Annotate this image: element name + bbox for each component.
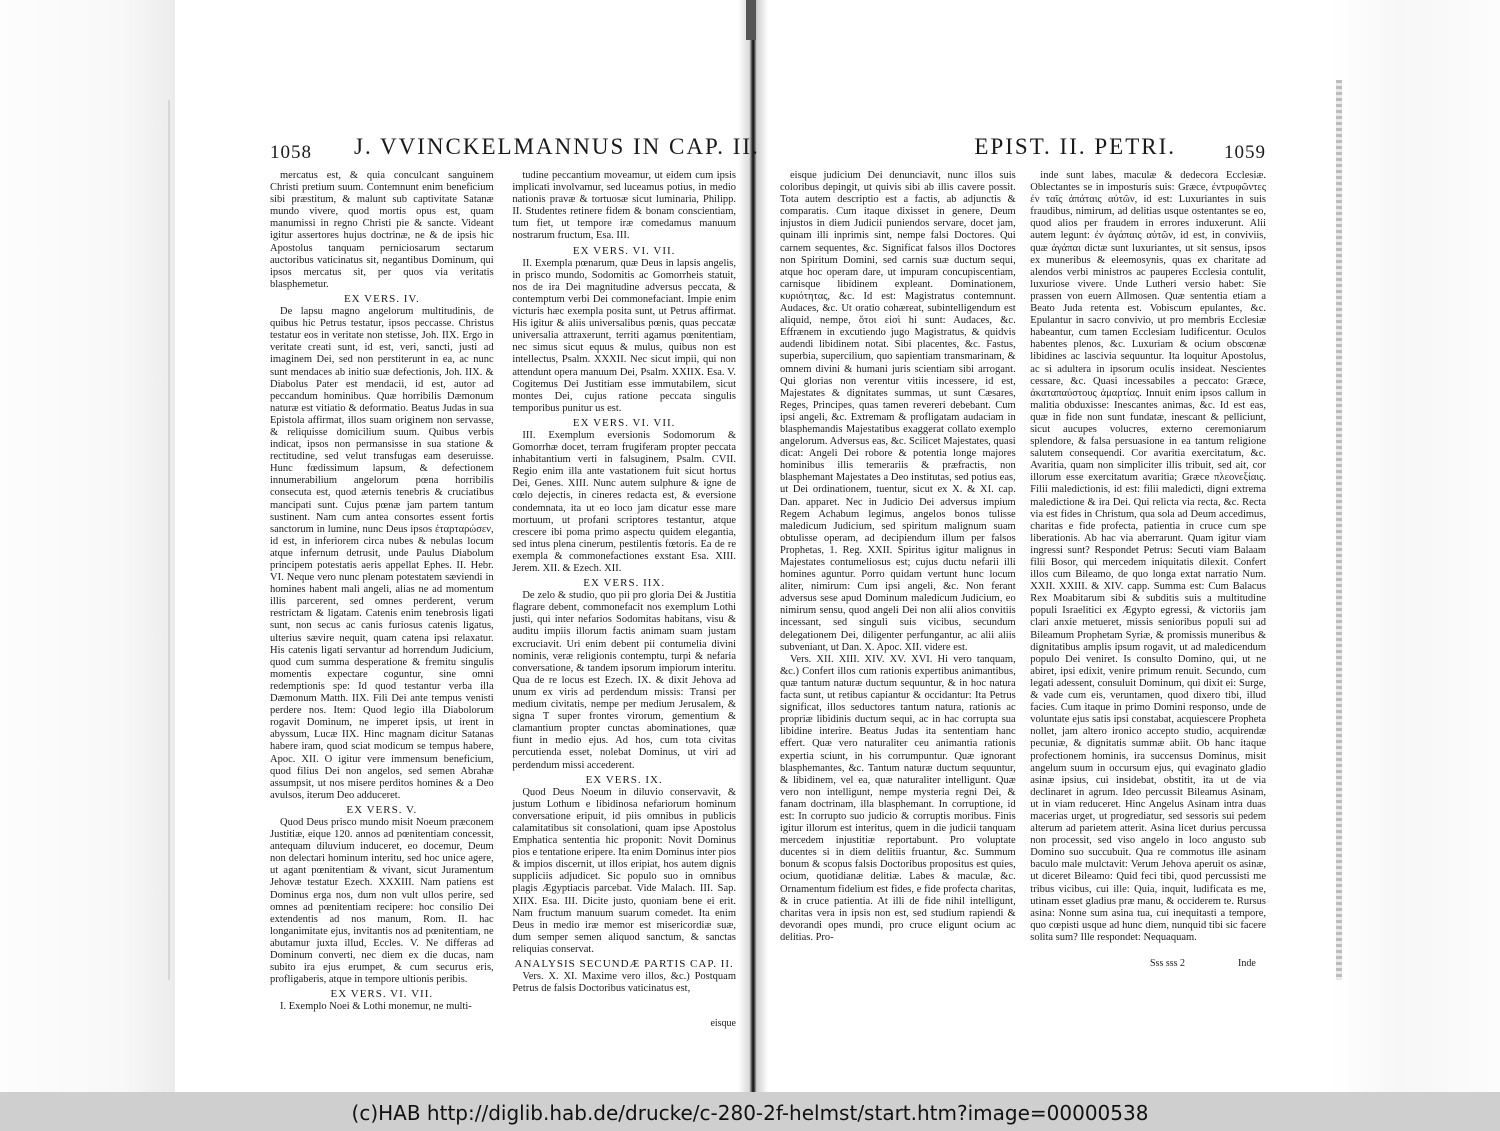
signature-mark: Sss sss 2	[1150, 958, 1186, 969]
book-gutter	[738, 0, 768, 1092]
catchword-left: eisque	[710, 1018, 736, 1030]
right-page-header	[780, 120, 1266, 163]
left-page-header	[270, 120, 760, 163]
source-footer	[0, 1092, 1500, 1131]
paragraph: inde sunt labes, maculæ & dedecora Ecclesiæ. Oblectantes se in imposturis suis: Græce, ἐντρυφῶντες ἐν ταῖς ἀπάταις αὐτῶν, id est: Luxuriantes in suis fraudibus, nimirum, ad delitias usque ostentantes se eo, quod alios per fraudem in errores induxerunt. Alii autem legunt: ἐν ἀγάπαις αὐτῶν, id est, in conviviis, quæ ἀγάπαι dictæ sunt luxuriantes, ut sit sensus, ipsos ex muneribus & eleemosynis, quas ex charitate ad alendos verbi ministros ac pauperes Ecclesia contulit, luxuriose vivere. Unde Lutheri versio habet: Sie prassen von euern Allmosen. Quæ sententia etiam a Beato Juda retenta est. Vobiscum epulantes, &c. Epulantur in sacro convivio, ut pro membris Ecclesiæ habeantur, cum tamen Ecclesiam ludificentur. Oculos habentes plenos, &c. Luxuriam & ocium obscœnæ libidines ac lascivia sequuntur. Ita loquitur Apostolus, ac si adultera in ipsorum oculis insideat. Nescientes cessare, &c. Quasi incessabiles a peccato: Græce, ἀκαταπαύστους ἁμαρτίας. Innuit enim ipsos callum in malitia obduxisse: Inescantes animas, &c. Id est eas, quæ in fide non sunt fundatæ, inescant & pelliciunt, sicut aucupes volucres, externo ceremoniarum splendore, & falsa persuasione in ea tantum religione salutem consequendi. Cor avaritia exercitatum, &c. Avaritia, quam non simpliciter illis tribuit, sed ait, cor illorum esse exercitatum avaritia; Græce πλεονεξίαις. Filii maledictionis, id est: filii maledicti, digni extrema maledictione & ira Dei. Qui relicta via recta, &c. Recta via est fides in Christum, qua sola ad Deum accedimus, charitas e fide profecta, patientia in cruce cum spe liberationis. Ab hac via aberrarunt. Quam igitur viam ingressi sunt? Respondet Petrus: Secuti viam Balaam filii Bosor, qui mercedem iniquitatis dilexit. Confert illos cum Bileamo, de quo longa extat narratio Num. XXII. XXIII. & XIV. capp. Summa est: Cum Balacus Rex Moabitarum sibi & subditis suis a multitudine populi Israelitici ex Ægypto egressi, & victoriis jam clari anxie metueret, missis senioribus populi sui ad Bileamum Prophetam Syriæ, & promissis muneribus & dignitatibus amplis ipsum rogavit, ut ad maledicendum populo Dei veniret. Is consulto Domino, qui, ut ne abiret, ipsi edixit, venire primum renuit. Secundo, cum legati adessent, consuluit Dominum, qui dixit ei: Surge, & vade cum eis, veruntamen, quod dixero tibi, illud facies. Cum itaque in primo Domini responso, unde de voluntate ejus satis ipsi constabat, acquiescere Propheta nollet, jam altero ironico accepto studio, acquirendæ pecuniæ, & dignitatis summæ abiit. Ob hanc itaque profectionem hominis, ira succensus Dominus, misit angelum suum in occursum ejus, qui evaginato gladio asinæ ipsius, cui insidebat, obstitit, ita ut de via declinaret in agrum. Ideo percussit Bileamus Asinam, ut in viam reduceret. Hinc Angelus Asinam intra duas macerias urget, ut progrediatur, sed sessoris sui pedem alterum ad parietem atterit. Asina licet durius percussa non processit, sed viso angelo in loco angusto sub Domino suo succubuit. Qua re commotus ille asinam baculo male mulctavit: Verum Jehova aperuit os asinæ, ut diceret Bileamo: Quid feci tibi, quod percussisti me tribus vicibus, cui ille: Quia, inquit, ludificata es me, utinam esset gladius præ manu, & occiderem te. Rursus asina: Nonne sum asina tua, cui inequitasti a tempore, quo cœpisti usque ad hunc diem, nunquid tibi sic facere solita sum? Ille respondet: Nequaquam.	[1030, 170, 1266, 943]
section-heading: EX VERS. VI. VII.	[572, 244, 676, 257]
section-heading: EX VERS. IX.	[585, 773, 663, 786]
left-page-column-2	[512, 170, 736, 1013]
paragraph: De zelo & studio, quo pii pro gloria Dei & Justitia flagrare debent, commonefacit nos exemplum Lothi justi, qui inter nefarios Sodomitas habitans, visu & auditu impiis illorum factis animam suam justam excruciavit. Uri enim debent pii contumelia divini nominis, veræ religionis contemptu, turpi & nefaria conversatione, & tandem ipsorum impiorum interitu. Qua de re locus est Ezech. IX. & dixit Jehova ad unum ex viris ad perdendum missis: Transi per medium civitatis, nempe per medium Jerusalem, & signa T super frontes virorum, gementium & clamantium propter cunctas abominationes, quæ fiunt in medio ejus. Ad hos, cum tota civitas percutienda esset, nolebat Dominus, ut viri ad perdendum missi accederent.	[512, 590, 736, 771]
paragraph: I. Exemplo Noei & Lothi monemur, ne multi-	[280, 1001, 472, 1013]
paragraph: III. Exemplum eversionis Sodomorum & Gomorrhæ docet, terram frugiferam propter peccata inhabitantium verti in falsuginem, Psalm. CVII. Regio enim illa ante vastationem fuit sicut hortus Dei, Genes. XIII. Nunc autem sulphure & igne de cœlo dejectis, in cineres redacta est, & eversione condemnata, ita ut eo loco jam dicatur esse mare mortuum, ut profani scriptores testantur, atque crescere ibi poma primo aspectu quidem elegantia, sed intus plena cinerum, pestilentis fœtoris. Ea de re exempla & commonefactiones exstant Esa. XIII. Jerem. XII. & Ezech. XII.	[512, 429, 736, 574]
paragraph: Vers. XII. XIII. XIV. XV. XVI. Hi vero tanquam, &c.) Confert illos cum rationis expertibus animantibus, quæ tantum naturæ ductum sequuntur, & in hoc natura facta sunt, ut retibus capiantur & occidantur: Ita Petrus significat, illos seductores tantum natura, rationis ac propriæ libidinis ductum sequi, ac in hac corrupta sua libidine interire. Beatus Judas ita sententiam hanc effert. Quæ vero naturaliter ceu animantia rationis expertia sciunt, in his corrumpuntur. Quæ ignorant blasphemantes, &c. Tantum naturæ ductum sequuntur, & libidinem, vel ea, quæ naturaliter intelligunt. Quæ vero non intelligunt, nempe mysteria regni Dei, & fanam doctrinam, illa blasphemant. In corruptione, id est: In corrupto suo judicio & corruptis moribus. Finis igitur illorum est interitus, quem in die judicii tanquam mercedem injustitiæ reportabunt. Pro voluptate ducentes si in diem delitiis fruantur, &c. Summum bonum & scopus falsis Doctoribus propositus est quies, ocium, quotidianæ delitiæ. Labes & maculæ, &c. Ornamentum fidelium est fides, e fide profecta charitas, & in cruce patientia. At illi de fide nihil intelligunt, charitas vera in ipsis non est, sed studium rapiendi & devorandi opes mundi, pro cruce eligunt ocium ac delitias. Pro-	[780, 653, 1016, 943]
section-heading: EX VERS. IIX.	[583, 577, 666, 590]
left-page-columns	[270, 170, 736, 1013]
catchword-right: Inde	[1238, 958, 1256, 969]
page-number-right: 1059	[1224, 142, 1266, 163]
right-page-margin	[1330, 0, 1500, 1092]
section-heading: EX VERS. V.	[346, 803, 418, 816]
section-heading: ANALYSIS SECUNDÆ PARTIS CAP. II.	[514, 958, 734, 970]
page-number-left: 1058	[270, 142, 312, 163]
left-page-edge	[168, 100, 170, 980]
right-page-columns	[780, 170, 1266, 944]
left-page-column-1	[270, 170, 494, 1013]
right-page-column-1	[780, 170, 1016, 944]
running-head-left: J. VVINCKELMANNUS IN CAP. II.	[354, 134, 760, 159]
paragraph: II. Exempla pœnarum, quæ Deus in lapsis angelis, in prisco mundo, Sodomitis ac Gomorrheis statuit, nos de ira Dei magnitudine adversus peccata, & contemptum verbi Dei commonefaciant. Impie enim victuris hæc exempla posita sunt, ut Petrus affirmat. His igitur & aliis universalibus pœnis, quas peccatæ universalia attraxerunt, territi agamus pœnitentiam, nec simus sicut equus & mulus, quibus non est intellectus, Psalm. XXXII. Nec sicut impii, qui non attendunt opera manuum Dei, Psalm. XXIIX. Esa. V. Cogitemus Dei Justitiam esse immutabilem, sicut montes Dei, cujus ratione peccata singulis temporibus punitur us est.	[512, 257, 736, 414]
paragraph: De lapsu magno angelorum multitudinis, de quibus hic Petrus testatur, ipsos peccasse. Christus testatur eos in veritate non stetisse, Joh. IIX. Ergo in veritate creati sunt, id est, veri, sancti, justi ad imaginem Dei, sed non perstiterunt in ea, ac nunc sunt mendaces ab initio suæ defectionis, Joh. IIX. & Diabolus Pater est mendacii, id est, autor ad peccandum hominibus. Quæ horribilis Dæmonum naturæ est vitiatio & deformatio. Beatus Judas in sua Epistola affirmat, illos suam originem non servasse, & reliquisse domicilium suum. Quibus verbis indicat, ipsos non permansisse in sua statione & rectitudine, sed velut transfugas eam deseruisse. Hunc fœdissimum lapsum, & defectionem innumerabilium angelorum pœna horribilis consecuta est, quod æternis tenebris & cruciatibus mancipati sunt. Cujus pœnæ jam partem tantum sustinent. Nam cum antea consortes essent fortis sanctorum in lumine, nunc Deus ipsos ἐταρταρώσεν, id est, in inferiorem circa nubes & nebulas locum atque infernum detrusit, unde Paulus Diabolum principem potestatis aeris appellat Ephes. II. Hebr. VI. Neque vero nunc plenam potestatem sæviendi in homines habent mali angeli, alias ne ad momentum illis parcerent, sed omnes perderent, verum restrictam & ligatam. Catenis enim tenebrosis ligati sunt, non secus ac canis furiosus catenis ligatus, ulterius sævire nequit, quam catena ipsi relaxatur. His catenis ligati servantur ad horrendum Judicium, quod cum summa desperatione & fremitu singulis momentis expectare coguntur, sine omni redemptionis spe: Id quod testantur verba illa Dæmonum Matth. IIX. Fili Dei ante tempus venisti perdere nos. Item: Quod legio illa Diabolorum rogavit Dominum, ne imperet ipsis, ut irent in abyssum, Lucæ IIX. Hinc magnam dicitur Satanas habere iram, quod sciat modicum se tempus habere, Apoc. XII. O igitur vere immensum beneficium, quod filius Dei non angelos, sed semen Abrahæ assumpsit, ut nos misere perditos homines & a Deo avulsos, iterum Deo adduceret.	[270, 306, 494, 801]
paragraph: eisque judicium Dei denunciavit, nunc illos suis coloribus depingit, ut quivis sibi ab illis cavere possit. Tota autem descriptio est a factis, ab adjunctis & comparatis. Cum itaque dixisset in genere, Deum injustos in diem Judicii puniendos servare, docet jam, quinam illi inprimis sint, nempe falsi Doctores. Qui carnem sequentes, &c. Significat falsos illos Doctores non Spiritum Domini, sed carnis suæ ductum sequi, atque hoc operam dare, ut impuram concupiscentiam, carnisque libidinem expleant. Dominationem, κυριότητας, &c. Id est: Magistratus contemnunt. Audaces, &c. Ut oratio cohæreat, subintelligendum est aliquid, nempe, ὅτοι εἰσὶ hi sunt: Audaces, &c. Effrænem in excutiendo jugo Magistratus, & quidvis audendi libidinem notat. Sibi placentes, &c. Fastus, superbia, supercilium, quo sapientiam transmarinam, & omnem divini & humani juris scientiam sibi arrogant. Qui glorias non verentur vitiis incessere, id est, Majestates & dignitates summas, ut sunt Cæsares, Reges, Principes, quas tamen revereri debebant. Cum ipsi angeli, &c. Extremam & profligatam audaciam in blasphemandis Majestatibus exaggerat collato exemplo angelorum. Adversus eas, &c. Scilicet Majestates, quasi dicat: Angeli Dei robore & potentia longe majores hominibus illis temerariis & præfractis, non blasphemant Majestates a Deo institutas, sed potius eas, ut Dei ordinationem, tuentur, sicut ex X. & XI. cap. Dan. apparet. Nec in Judicio Dei adversus impium Regem Achabum legimus, angelos bonos tulisse maledicum Judicium, sed spiritum malignum suam obtulisse operam, ad decipiendum illum per falsos Prophetas, 1. Reg. XXII. Spiritus igitur malignus in Majestates contumeliosus est; cujus ductu nefarii illi homines aguntur. Porro quidam vertunt hunc locum aliter, nimirum: Cum ipsi angeli, &c. Non ferant adversus sese apud Dominum maledicum Judicium, eo nimirum sensu, quod angeli Dei non alii alios convitiis incessant, sed singuli suis vicibus, secundum delegationem Dei, diligenter perfungantur, ac alii aliis subveniant, ut Dan. X. Apoc. XII. videre est.	[780, 170, 1016, 653]
left-page	[270, 120, 760, 1030]
section-heading: EX VERS. VI. VII.	[330, 988, 434, 1001]
section-heading: EX VERS. VI. VII.	[572, 416, 676, 429]
source-url: (c)HAB http://diglib.hab.de/drucke/c-280-2f-helmst/start.htm?image=00000538	[351, 1101, 1149, 1125]
paragraph: mercatus est, & quia conculcant sanguinem Christi pretium suum. Contemnunt enim beneficium sibi præstitum, & malunt sub captivitate Satanæ mundo vivere, quod mortis opus est, quam manumissi in regno Christi pie & sancte. Videant igitur assertores hujus doctrinæ, ne & de ipsis hic Apostolus tanquam perniciosarum sectarum auctoribus vaticinatus sit, negantibus Dominum, qui ipsos mercatus sit, per quos via veritatis blasphemetur.	[270, 170, 494, 290]
right-page-edge	[1336, 80, 1342, 980]
gutter-top-shadow	[746, 0, 756, 40]
right-page	[780, 120, 1266, 944]
right-page-column-2	[1030, 170, 1266, 944]
section-heading: EX VERS. IV.	[343, 292, 420, 305]
paragraph: Quod Deus Noeum in diluvio conservavit, & justum Lothum e libidinosa nefariorum hominum conversatione eripuit, id piis omnibus in publicis calamitatibus sit consolationi, quam ipse Apostolus Emphatica sententia hic proponit: Novit Dominus pios e tentatione eripere. Ita enim Dominus inter pios & impios discernit, ut illos eripiat, hos autem dignis suppliciis adjudicet. Sic populo suo in omnibus plagis Ægyptiacis parcebat. Vide Malach. III. Sap. XIIX. Esa. III. Dicite justo, quoniam bene ei erit. Nam fructum manuum suarum comedet. Ita enim Deus in medio iræ memor est misericordiæ suæ, dum semper semen aliquod sanctum, & sanctas reliquias conservat.	[512, 786, 736, 955]
running-head-right: EPIST. II. PETRI.	[974, 134, 1176, 159]
paragraph: tudine peccantium moveamur, ut eidem cum ipsis implicati involvamur, sed luceamus potius, in medio nationis pravæ & tortuosæ sicut luminaria, Philipp. II. Studentes retinere fidem & bonam conscientiam, tum fiet, ut tempore iræ comedamus manuum nostrarum fructum, Esa. III.	[512, 170, 736, 242]
paragraph: Vers. X. XI. Maxime vero illos, &c.) Postquam Petrus de falsis Doctoribus vaticinatus est,	[512, 971, 736, 995]
paragraph: Quod Deus prisco mundo misit Noeum præconem Justitiæ, eique 120. annos ad pœnitentiam concessit, antequam diluvium induceret, eo docemur, Deum non delectari hominum interitu, sed hoc unice agere, ut agant pœnitentiam & vivant, sicut Juramentum Jehovæ testatur Ezech. XXXIII. Nam patiens est Dominus erga nos, dum non vult ullos perire, sed omnes ad pœnitentiam recipere: hoc consilio Dei extendentis ad nos manum, Rom. II. hac longanimitate ejus, invitantis nos ad pœnitentiam, ne abutamur juxta illud, Eccles. V. Ne differas ad Dominum converti, nec diem ex die ducas, nam subito ira ejus erumpet, & cum securus eris, profligaberis, atque in tempore ultionis peribis.	[270, 816, 494, 986]
left-page-margin	[0, 0, 175, 1092]
